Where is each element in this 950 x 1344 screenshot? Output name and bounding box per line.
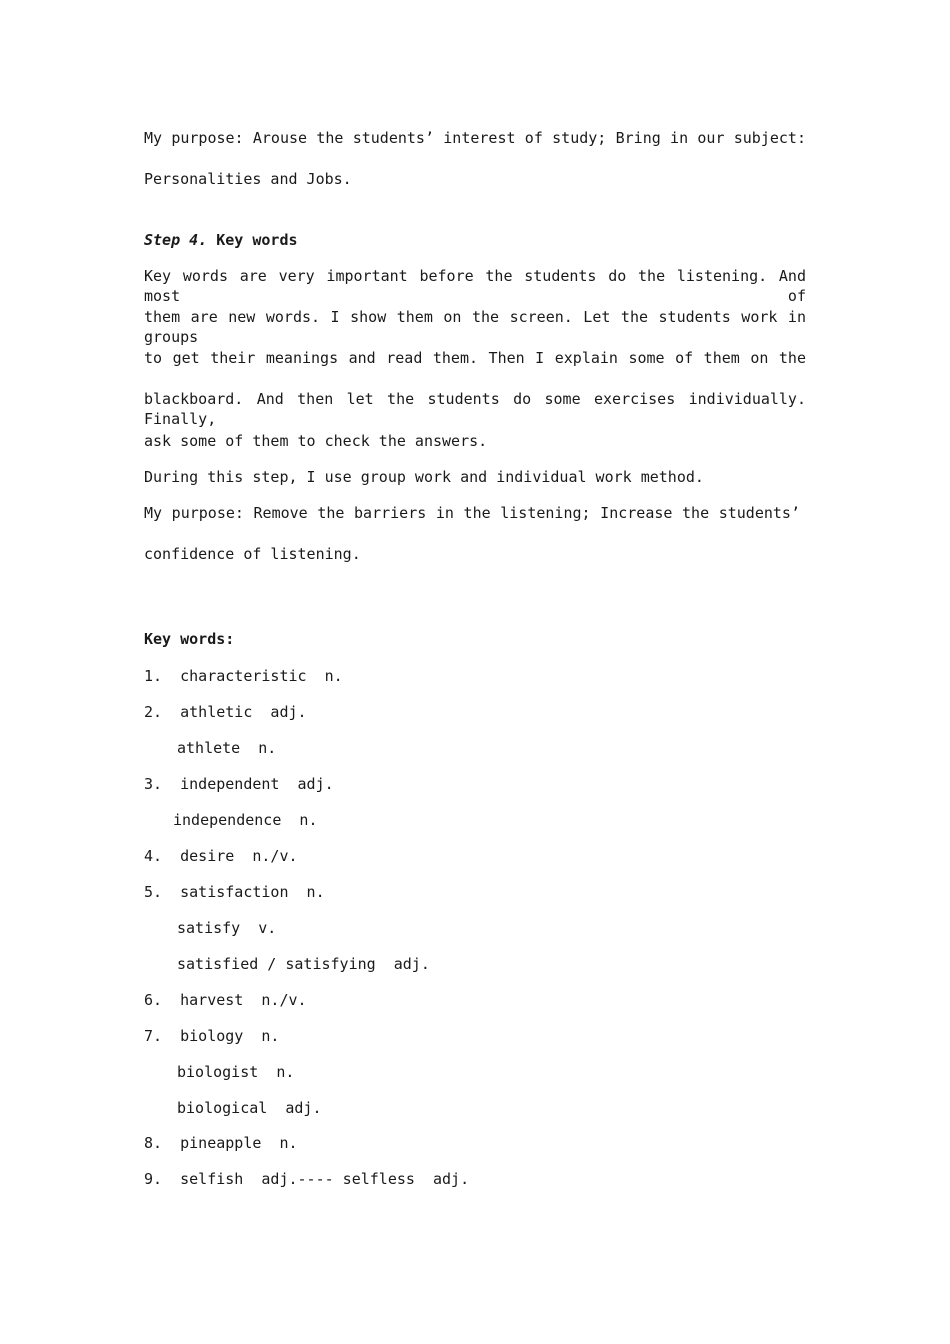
key-word-item: 2. athletic adj. bbox=[144, 703, 307, 721]
key-word-item: 8. pineapple n. bbox=[144, 1134, 298, 1152]
key-word-item: 6. harvest n./v. bbox=[144, 991, 307, 1009]
step4-heading bbox=[144, 230, 298, 250]
key-word-item: 1. characteristic n. bbox=[144, 667, 343, 685]
key-word-item: 5. satisfaction n. bbox=[144, 883, 325, 901]
key-word-subitem: independence n. bbox=[173, 811, 318, 829]
step4-purpose-line-1: My purpose: Remove the barriers in the listening; Increase the students’ bbox=[144, 504, 800, 522]
key-word-subitem: satisfied / satisfying adj. bbox=[177, 955, 430, 973]
key-word-subitem: biologist n. bbox=[177, 1063, 295, 1081]
step4-para-line-5: ask some of them to check the answers. bbox=[144, 432, 488, 450]
step4-method-line: During this step, I use group work and individual work method. bbox=[144, 468, 704, 486]
intro-purpose-line-1: My purpose: Arouse the students’ interest of study; Bring in our subject: bbox=[144, 129, 806, 147]
step4-para-line-3: to get their meanings and read them. Then I explain some of them on the bbox=[144, 349, 806, 367]
key-words-heading: Key words: bbox=[144, 630, 235, 648]
key-word-item: 9. selfish adj.---- selfless adj. bbox=[144, 1170, 470, 1188]
intro-purpose-line-2: Personalities and Jobs. bbox=[144, 170, 352, 188]
key-word-item: 3. independent adj. bbox=[144, 775, 334, 793]
step4-label: Step 4. bbox=[144, 231, 208, 249]
key-word-item: 7. biology n. bbox=[144, 1027, 280, 1045]
step4-purpose-line-2: confidence of listening. bbox=[144, 545, 361, 563]
key-word-item: 4. desire n./v. bbox=[144, 847, 298, 865]
step4-title: Key words bbox=[216, 231, 298, 249]
step4-para-line-4: blackboard. And then let the students do some exercises individually. Finally, bbox=[144, 390, 806, 428]
key-word-subitem: biological adj. bbox=[177, 1099, 322, 1117]
step4-para-line-1: Key words are very important before the students do the listening. And most of bbox=[144, 267, 806, 305]
key-word-subitem: athlete n. bbox=[177, 739, 277, 757]
key-word-subitem: satisfy v. bbox=[177, 919, 277, 937]
step4-para-line-2: them are new words. I show them on the screen. Let the students work in groups bbox=[144, 308, 806, 346]
